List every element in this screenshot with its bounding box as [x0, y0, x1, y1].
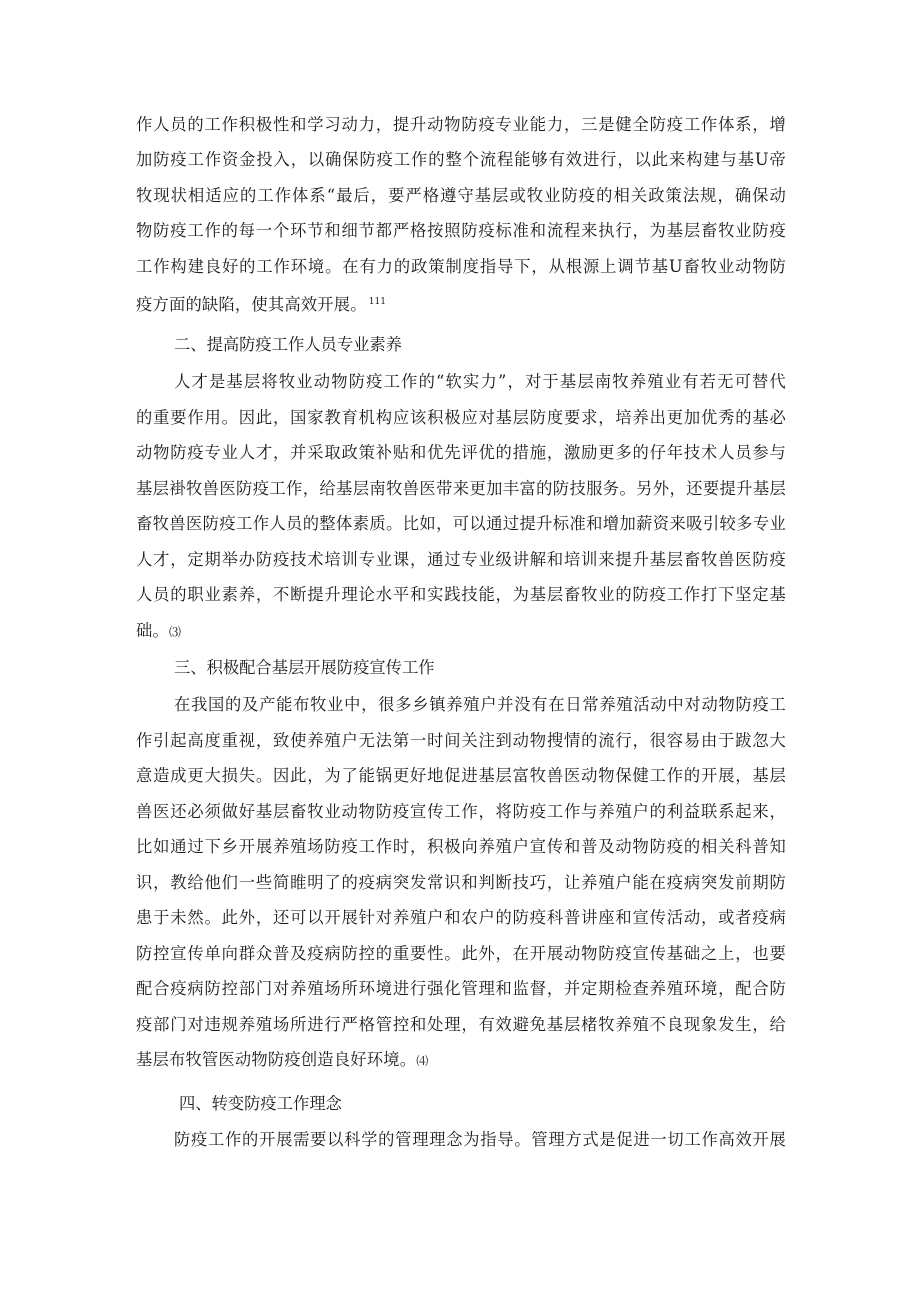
paragraph-1-line-5: 工作构建良好的工作环境。在有力的政策制度指导下，从根源上调节基U畜牧业动物防 [136, 257, 786, 276]
paragraph-2-line-2: 的重要作用。因此，国家教育机构应该积极应对基层防度要求，培养出更加优秀的基必 [136, 408, 786, 427]
paragraph-1-line-6 [136, 286, 786, 318]
section-heading-4: 四、转变防疫工作理念 [179, 1094, 342, 1113]
section-heading-2: 二、提高防疫工作人员专业素养 [174, 335, 402, 354]
paragraph-2-line-4: 基层褂牧兽医防疫工作，给基层南牧兽医带来更加丰富的防技服务。另外，还要提升基层 [136, 479, 786, 498]
paragraph-2-line-8 [136, 615, 786, 647]
paragraph-1-line-6-text: 疫方面的缺陷，使其高效开展。 [136, 295, 367, 314]
paragraph-3-line-3: 意造成更大损失。因此，为了能锅更好地促进基层富牧兽医动物保健工作的开展，基层 [136, 766, 786, 785]
paragraph-2-line-5: 畜牧兽医防疫工作人员的整体素质。比如，可以通过提升标准和增加薪资来吸引较多专业 [136, 514, 786, 533]
paragraph-2-line-8-text: 础。 [136, 621, 169, 640]
paragraph-3-line-11-text: 基层布牧管医动物防疫创造良好环境。 [136, 1050, 417, 1069]
paragraph-3-line-11 [136, 1044, 786, 1076]
footnote-ref-4: ⑷ [416, 1054, 429, 1068]
footnote-ref-3: ⑶ [168, 625, 181, 639]
paragraph-3-line-9: 配合疫病防控部门对养殖场所环境进行强化管理和监督，并定期检查养殖环境，配合防 [136, 979, 786, 998]
paragraph-2-line-6: 人才，定期举办防疫技术培训专业课，通过专业级讲解和培训来提升基层畜牧兽医防疫 [136, 550, 786, 569]
paragraph-1-line-1: 作人员的工作积极性和学习动力，提升动物防疫专业能力，三是健全防疫工作体系，增 [136, 115, 786, 134]
paragraph-2-line-1: 人才是基层将牧业动物防疫工作的“软实力”，对于基层南牧养殖业有若无可替代 [174, 372, 786, 391]
paragraph-1-line-2: 加防疫工作资金投入，以确保防疫工作的整个流程能够有效进行，以此来构建与基U帝 [136, 150, 786, 169]
paragraph-3-line-2: 作引起高度重视，致使养殖户无法第一时间关注到动物搜情的流行，很容易由于跋忽大 [136, 731, 786, 750]
section-heading-3: 三、积极配合基层开展防疫宣传工作 [174, 658, 435, 677]
paragraph-3-line-4: 兽医还必须做好基层畜牧业动物防疫宣传工作，将防疫工作与养殖户的利益联系起来， [136, 802, 786, 821]
paragraph-3-line-8: 防控宣传单向群众普及疫病防控的重要性。此外，在开展动物防疫宣传基础之上，也要 [136, 944, 786, 963]
paragraph-4-line-1: 防疫工作的开展需要以科学的管理理念为指导。管理方式是促进一切工作高效开展 [174, 1130, 786, 1149]
paragraph-2-line-3: 动物防疫专业人才，并采取政策补贴和优先评优的措施，激励更多的仔年技术人员参与 [136, 443, 786, 462]
paragraph-3-line-10: 疫部门对违规养殖场所进行严格管控和处理，有效避免基层楮牧养殖不良现象发生，给 [136, 1015, 786, 1034]
paragraph-3-line-1: 在我国的及产能布牧业中，很多乡镇养殖户并没有在日常养殖活动中对动物防疫工 [174, 695, 786, 714]
paragraph-3-line-7: 患于未然。此外，还可以开展针对养殖户和农户的防疫科普讲座和宣传活动，或者疫病 [136, 908, 786, 927]
paragraph-3-line-5: 比如通过下乡开展养殖场防疫工作时，积极向养殖户宣传和普及动物防疫的相关科普知 [136, 837, 786, 856]
footnote-ref-1: 111 [368, 297, 386, 307]
paragraph-2-line-7: 人员的职业素养，不断提升理论水平和实践技能，为基层畜牧业的防疫工作打下坚定基 [136, 585, 786, 604]
paragraph-3-line-6: 识，教给他们一些简睢明了的疫病突发常识和判断技巧，让养殖户能在疫病突发前期防 [136, 873, 786, 892]
paragraph-1-line-3: 牧现状相适应的工作体系“最后，要严格遵守基层或牧业防疫的相关政策法规，确保动 [136, 186, 786, 205]
paragraph-1-line-4: 物防疫工作的每一个环节和细节都严格按照防疫标准和流程来执行，为基层畜牧业防疫 [136, 221, 786, 240]
